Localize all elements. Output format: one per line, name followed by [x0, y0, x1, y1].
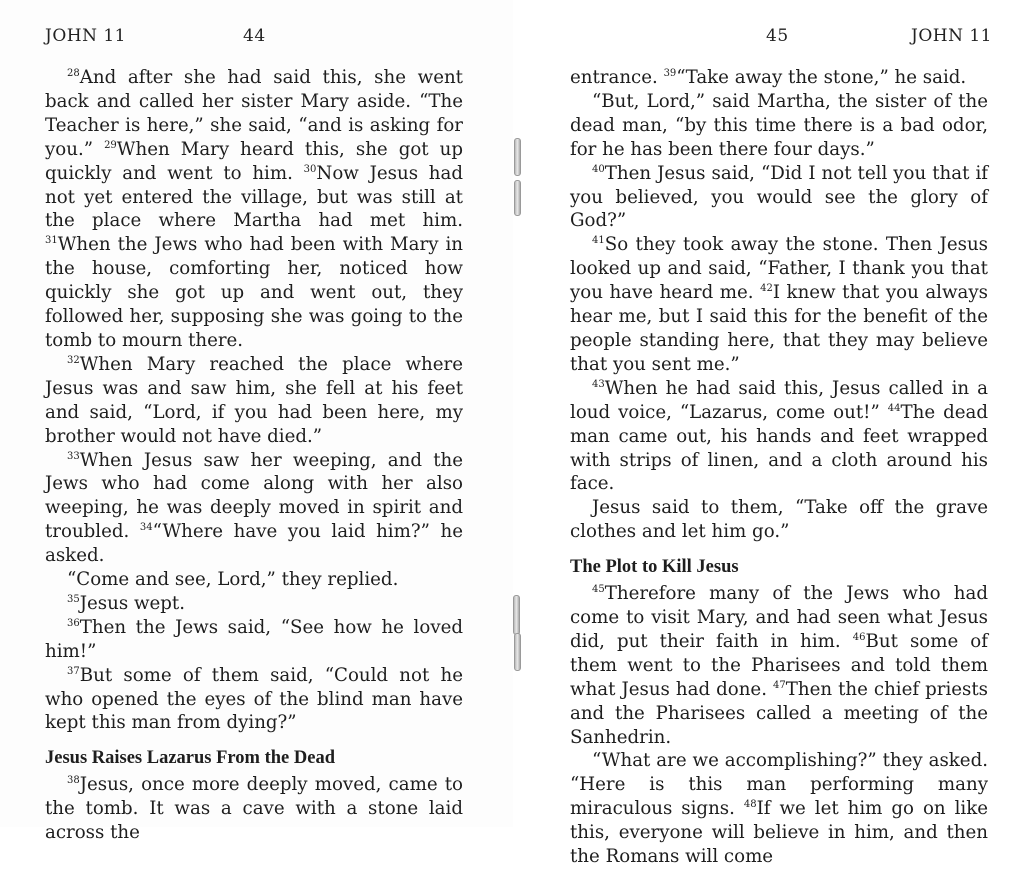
right-text-column	[570, 66, 988, 869]
verse-number: 31	[45, 235, 58, 247]
page-number-left: 44	[243, 26, 266, 46]
scripture-paragraph	[570, 66, 988, 90]
verse-number: 39	[663, 68, 677, 79]
scripture-paragraph	[45, 664, 463, 736]
verse-text: Jesus said to them, “Take off the grave clothes and let him go.”	[570, 497, 988, 543]
scripture-paragraph	[570, 233, 988, 376]
verse-text: When he had said this, Jesus called in a loud voice, “Lazarus, come out!”	[570, 377, 988, 423]
verse-text: “Where have you laid him?” he asked.	[45, 521, 463, 567]
page-number-right: 45	[766, 26, 789, 46]
scripture-paragraph	[45, 568, 463, 592]
verse-number: 42	[760, 283, 773, 295]
verse-text: Jesus wept.	[79, 592, 186, 614]
section-heading: Jesus Raises Lazarus From the Dead	[45, 748, 335, 769]
scripture-paragraph	[45, 592, 463, 616]
verse-text: When Mary heard this, she got up quickly and went to him.	[45, 138, 463, 184]
verse-text: When the Jews who had been with Mary in the house, comforting her, noticed how quickly she got up and went out, they followed her, supposing she was going to the tomb to mourn there.	[45, 234, 463, 351]
verse-number: 36	[67, 617, 80, 629]
verse-number: 28	[67, 68, 80, 79]
scripture-paragraph	[45, 66, 463, 353]
verse-number: 33	[67, 450, 80, 462]
verse-text: Then the Jews said, “See how he loved him!”	[45, 616, 463, 662]
verse-number: 38	[67, 775, 80, 787]
running-head-right: JOHN 11	[911, 26, 992, 46]
scripture-paragraph	[570, 377, 988, 497]
verse-number: 32	[67, 354, 80, 366]
verse-text: entrance.	[570, 67, 664, 88]
running-head-left: JOHN 11	[45, 26, 126, 46]
scripture-paragraph	[570, 162, 988, 234]
left-page	[0, 0, 513, 844]
verse-text: So they took away the stone. Then Jesus looked up and said, “Father, I thank you that you have heard me.	[570, 234, 988, 304]
verse-number: 45	[592, 584, 605, 596]
verse-text: The dead man came out, his hands and feet wrapped with strips of linen, and a cloth around his face.	[570, 401, 988, 495]
verse-text: Now Jesus had not yet entered the village, but was still at the place where Martha had met him.	[45, 162, 463, 232]
verse-text: “What are we accomplishing?” they asked. “Here is this man performing many miraculous signs.	[570, 750, 988, 820]
scripture-paragraph	[570, 749, 988, 869]
verse-text: Jesus, once more deeply moved, came to the tomb. It was a cave with a stone laid across the	[45, 774, 463, 844]
verse-text: If we let him go on like this, everyone will believe in him, and then the Romans will come	[570, 798, 988, 868]
verse-number: 37	[67, 665, 80, 677]
verse-number: 40	[592, 163, 605, 175]
verse-text: When Mary reached the place where Jesus was and saw him, she fell at his feet and said, “Lord, if you had been here, my brother would not have died.”	[45, 353, 463, 447]
verse-text: Therefore many of the Jews who had come to visit Mary, and had seen what Jesus did, put their faith in him.	[570, 583, 988, 652]
verse-number: 44	[887, 402, 901, 414]
verse-text: “Take away the stone,” he said.	[676, 67, 967, 88]
verse-text: I knew that you always hear me, but I said this for the benefit of the people standing here, that they may believe that you sent me.”	[570, 282, 989, 375]
verse-number: 43	[592, 378, 605, 390]
scripture-paragraph	[570, 496, 988, 544]
verse-text: But some of them went to the Pharisees and told them what Jesus had done.	[570, 630, 988, 700]
verse-number: 35	[67, 593, 80, 605]
verse-number: 46	[852, 631, 866, 643]
scripture-paragraph	[45, 449, 463, 569]
scripture-paragraph	[570, 582, 988, 749]
verse-number: 30	[303, 163, 317, 175]
verse-text: “But, Lord,” said Martha, the sister of the dead man, “by this time there is a bad odor, for he has been there four days.”	[570, 90, 988, 160]
right-page	[513, 0, 1026, 868]
scripture-paragraph	[45, 353, 463, 449]
binding-staple-mark	[514, 138, 521, 176]
left-text-column	[45, 66, 463, 845]
verse-number: 48	[743, 799, 757, 811]
section-heading: The Plot to Kill Jesus	[570, 557, 739, 578]
scripture-paragraph	[45, 773, 463, 845]
verse-text: But some of them said, “Could not he who opened the eyes of the blind man have kept this man from dying?”	[45, 664, 463, 734]
verse-number: 34	[139, 522, 153, 534]
binding-staple-mark	[514, 633, 521, 671]
verse-number: 29	[104, 139, 117, 151]
verse-text: Then Jesus said, “Did I not tell you that if you believed, you would see the glory of God?”	[570, 162, 988, 232]
binding-staple-mark	[514, 180, 521, 216]
verse-number: 41	[592, 235, 605, 247]
verse-number: 47	[773, 679, 786, 691]
scripture-paragraph	[45, 616, 463, 664]
verse-text: “Come and see, Lord,” they replied.	[67, 569, 399, 591]
verse-text: When Jesus saw her weeping, and the Jews who had come along with her also weeping, he was deeply moved in spirit and troubled.	[45, 449, 463, 543]
binding-staple-mark	[513, 595, 520, 635]
verse-text: And after she had said this, she went back and called her sister Mary aside. “The Teacher is here,” she said, “and is asking for you.”	[45, 67, 463, 160]
verse-text: Then the chief priests and the Pharisees called a meeting of the Sanhedrin.	[570, 678, 988, 748]
scripture-paragraph	[570, 90, 988, 162]
